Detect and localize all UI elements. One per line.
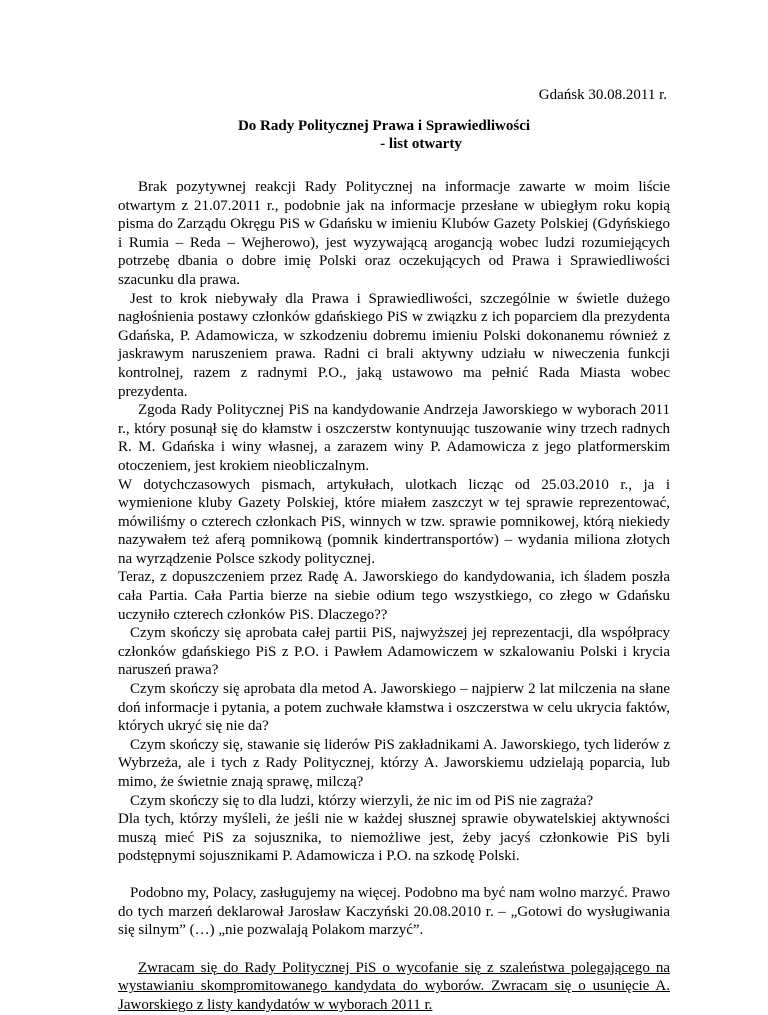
paragraph-10: Dla tych, którzy myśleli, że jeśli nie w każdej słusznej sprawie obywatelskiej aktywności muszą mieć PiS za sojusznika, to niemożliwe jest, żeby jacyś członkowie PiS byli podstępnymi sojusznikami P. Adamowicza i P.O. na szkodę Polski.: [118, 811, 670, 865]
title-line-2: - list otwarty: [380, 136, 462, 152]
paragraph-2: Jest to krok niebywały dla Prawa i Sprawiedliwości, szczególnie w świetle dużego nagłośnienia postawy członków gdańskiego PiS w związku z ich poparciem dla prezydenta Gdańska, P. Adamowicza, w szkodzeniu dobremu imieniu Polski dokonanemu również z jaskrawym naruszeniem prawa. Radni ci brali aktywny udziału w niweczenia funkcji kontrolnej, razem z radnymi P.O., jaką ustawowo ma pełnić Rada Miasta wobec prezydenta.: [118, 290, 670, 400]
paragraph-8: Czym skończy się, stawanie się liderów PiS zakładnikami A. Jaworskiego, tych liderów z Wybrzeża, ale i tych z Rady Politycznej, którzy A. Jaworskiemu udzielają poparcia, lub mimo, że świetnie znają sprawę, milczą?: [118, 736, 670, 790]
letter-title: [0, 117, 768, 153]
paragraph-12-request: Zwracam się do Rady Politycznej PiS o wycofanie się z szaleństwa polegającego na wystawianiu skompromitowanego kandydata do wyborów. Zwracam się o usunięcie A. Jaworskiego z listy kandydatów w wyborach 2011 r.: [118, 959, 670, 1013]
title-line-1: Do Rady Politycznej Prawa i Sprawiedliwości: [237, 118, 531, 134]
letter-date: Gdańsk 30.08.2011 r.: [538, 87, 667, 103]
paragraph-1: Brak pozytywnej reakcji Rady Politycznej na informacje zawarte w moim liście otwartym z 21.07.2011 r., podobnie jak na informacje przesłane w ubiegłym roku kopią pisma do Zarządu Okręgu PiS w Gdańsku w imieniu Klubów Gazety Polskiej (Gdyńskiego i Rumia – Reda – Wejherowo), jest wyzywającą arogancją wobec ludzi rozumiejących potrzebę dbania o dobre imię Polski oraz oczekujących od Prawa i Sprawiedliwości szacunku dla prawa.: [118, 179, 670, 288]
paragraph-11: Podobno my, Polacy, zasługujemy na więcej. Podobno ma być nam wolno marzyć. Prawo do tych marzeń deklarował Jarosław Kaczyński 20.08.2010 r. – „Gotowi do wysługiwania się silnym” (…) „nie pozwalają Polakom marzyć”.: [118, 884, 670, 939]
paragraph-5: Teraz, z dopuszczeniem przez Radę A. Jaworskiego do kandydowania, ich śladem poszła cała Partia. Cała Partia bierze na siebie odium tego wszystkiego, co złego w Gdańsku uczyniło czterech członków PiS. Dlaczego??: [118, 569, 670, 623]
paragraph-9: Czym skończy się to dla ludzi, którzy wierzyli, że nic im od PiS nie zagraża?: [130, 792, 594, 809]
paragraph-7: Czym skończy się aprobata dla metod A. Jaworskiego – najpierw 2 lat milczenia na słane doń informacje i pytania, a potem zuchwałe kłamstwa i oszczerstwa w celu ukrycia faktów, których ukryć się nie da?: [118, 681, 670, 735]
paragraph-4: W dotychczasowych pismach, artykułach, ulotkach licząc od 25.03.2010 r., ja i wymienione kluby Gazety Polskiej, które miałem zaszczyt w tej sprawie reprezentować, mówiliśmy o czterech członkach PiS, winnych w tzw. sprawie pomnikowej, którą niekiedy nazywałem też aferą pomnikową (pomnik kindertransportów) – wydania miliona złotych na wyrządzenie Polsce szkody politycznej.: [118, 476, 670, 567]
paragraph-6: Czym skończy się aprobata całej partii PiS, najwyższej jej reprezentacji, dla współpracy członków gdańskiego PiS z P.O. i Pawłem Adamowiczem w szkalowaniu Polski i krycia naruszeń prawa?: [118, 625, 670, 679]
paragraph-3: Zgoda Rady Politycznej PiS na kandydowanie Andrzeja Jaworskiego w wyborach 2011 r., który posunął się do kłamstw i oszczerstw kontynuując tuszowanie winy trzech radnych R. M. Gdańska i winy własnej, a zarazem winy P. Adamowicza z jego platformerskim otoczeniem, jest krokiem nieobliczalnym.: [118, 402, 670, 474]
letter-body: [118, 178, 670, 1015]
